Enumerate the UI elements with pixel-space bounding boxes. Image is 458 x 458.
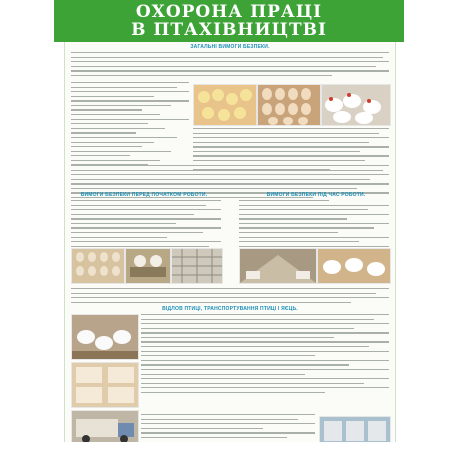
photo-egg-trays xyxy=(71,248,125,284)
photo-catching-birds xyxy=(71,314,139,360)
section-title-general: ЗАГАЛЬНІ ВИМОГИ БЕЗПЕКИ. xyxy=(190,44,270,50)
photo-eggs xyxy=(257,84,321,126)
bottom-margin xyxy=(0,442,458,458)
poster-title-line-1: ОХОРОНА ПРАЦІ xyxy=(135,2,323,22)
text-block-middle xyxy=(71,288,389,303)
section-title-during-work: ВИМОГИ БЕЗПЕКИ ПІД ЧАС РОБОТИ. xyxy=(266,192,366,198)
photo-hens-flock xyxy=(321,84,391,126)
text-block-during-work xyxy=(239,200,389,252)
poster-title-line-2: В ПТАХІВНИЦТВІ xyxy=(131,20,327,40)
text-block-general-left xyxy=(71,82,189,166)
section-title-transport: ВІДЛОВ ПТИЦІ, ТРАНСПОРТУВАННЯ ПТИЦІ І ЯЄЦЬ. xyxy=(162,306,298,312)
photo-transport-truck xyxy=(71,410,139,446)
photo-feeder xyxy=(125,248,171,284)
photo-cages xyxy=(171,248,223,284)
poster-body xyxy=(64,42,396,458)
photo-poultry-house xyxy=(239,248,317,284)
text-block-transport xyxy=(141,314,389,393)
text-block-intro xyxy=(71,52,389,76)
photo-chickens-cage xyxy=(317,248,391,284)
photo-egg-crates xyxy=(71,362,139,408)
text-block-transport-bottom xyxy=(141,414,315,438)
section-title-before-work: ВИМОГИ БЕЗПЕКИ ПЕРЕД ПОЧАТКОМ РОБОТИ. xyxy=(80,192,208,198)
photo-chicks xyxy=(193,84,257,126)
poster-header xyxy=(54,0,404,42)
text-block-before-work xyxy=(71,200,221,252)
